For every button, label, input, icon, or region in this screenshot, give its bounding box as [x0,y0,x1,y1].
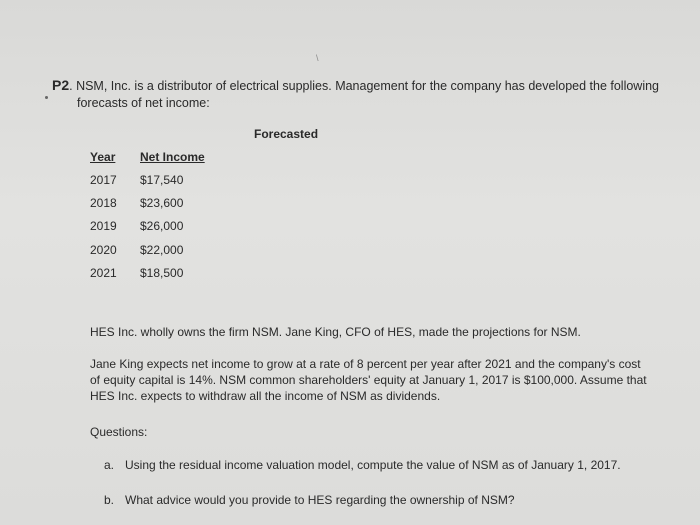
question-marker: a. [104,458,115,472]
bullet-dot [45,96,48,99]
table-cell-year: 2021 [90,266,117,280]
table-cell-net-income: $18,500 [140,266,184,280]
stray-mark: \ [316,53,319,63]
question-text: What advice would you provide to HES regarding the ownership of NSM? [125,493,515,507]
table-cell-year: 2019 [90,219,117,233]
table-cell-year: 2020 [90,243,117,257]
paragraph-assumptions-line3: HES Inc. expects to withdraw all the income of NSM as dividends. [90,389,441,403]
table-cell-net-income: $22,000 [140,243,184,257]
table-cell-net-income: $23,600 [140,196,184,210]
problem-intro-line1: P2. NSM, Inc. is a distributor of electrical supplies. Management for the company has developed the following [52,77,660,93]
table-cell-net-income: $26,000 [140,219,184,233]
table-cell-year: 2017 [90,173,117,187]
problem-number: P2 [52,77,70,93]
question-marker: b. [104,493,115,507]
paragraph-ownership: HES Inc. wholly owns the firm NSM. Jane King, CFO of HES, made the projections for NSM. [90,325,581,339]
column-header-year: Year [90,150,116,164]
problem-intro-line2: forecasts of net income: [77,96,210,110]
table-caption: Forecasted [254,127,319,141]
table-cell-year: 2018 [90,196,117,210]
question-text: Using the residual income valuation model, compute the value of NSM as of January 1, 2017. [125,458,621,472]
paragraph-assumptions-line1: Jane King expects net income to grow at a rate of 8 percent per year after 2021 and the company's cost [90,357,641,371]
column-header-net-income: Net Income [140,150,205,164]
table-cell-net-income: $17,540 [140,173,184,187]
paragraph-assumptions-line2: of equity capital is 14%. NSM common shareholders' equity at January 1, 2017 is $100,000. Assume that [90,373,647,387]
questions-heading: Questions: [90,425,148,439]
